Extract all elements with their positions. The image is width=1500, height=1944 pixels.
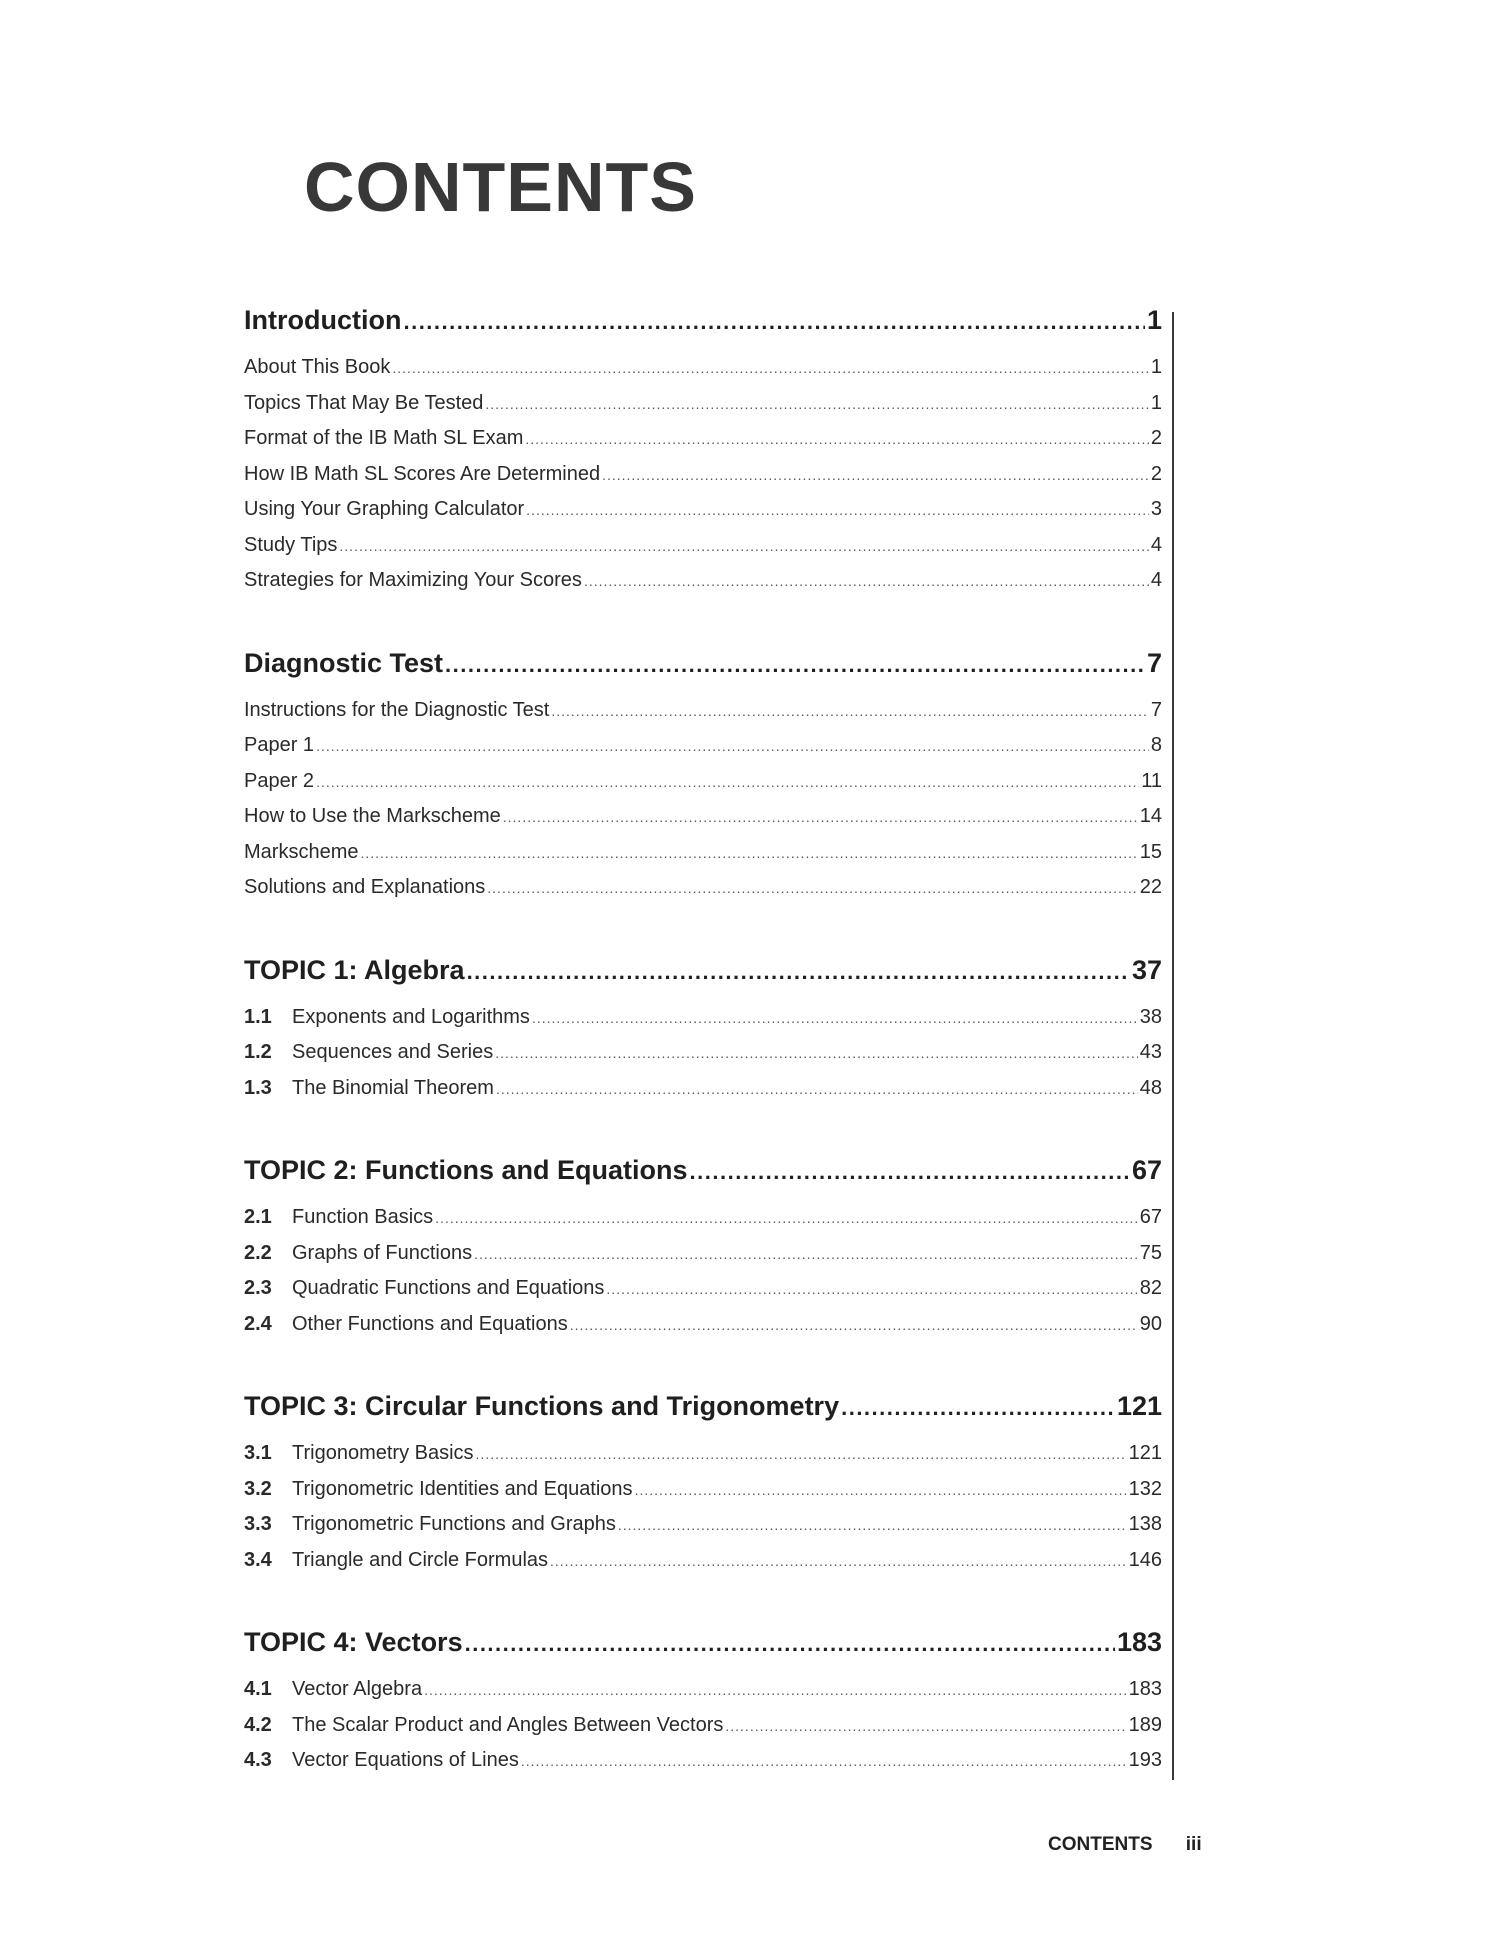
dot-leader (435, 1201, 1138, 1237)
entry-title: Function Basics (292, 1206, 434, 1228)
entry-page-number: 11 (1141, 769, 1162, 792)
entry-title: Graphs of Functions (292, 1241, 473, 1264)
entry-title: Quadratic Functions and Equations (292, 1277, 605, 1299)
dot-leader (360, 836, 1137, 872)
toc-entry[interactable] (244, 1071, 1162, 1107)
entry-title: Strategies for Maximizing Your Scores (244, 569, 582, 591)
toc-entry[interactable] (244, 1672, 1162, 1708)
dot-leader (526, 493, 1149, 529)
section-title: TOPIC 1: Algebra (244, 954, 465, 985)
section-heading[interactable] (244, 296, 1162, 344)
dot-leader (339, 529, 1148, 565)
dot-leader (316, 765, 1139, 801)
entry-number: 2.2 (244, 1241, 272, 1264)
entry-page-number: 2 (1150, 427, 1162, 449)
entry-number: 3.2 (244, 1477, 272, 1500)
dot-leader (550, 1544, 1127, 1580)
toc-entry[interactable] (244, 457, 1162, 493)
entry-page-number: 14 (1139, 805, 1162, 827)
table-of-contents (244, 296, 1162, 1819)
entry-number: 4.3 (244, 1749, 272, 1771)
entry-number: 4.2 (244, 1713, 272, 1736)
toc-entry[interactable] (244, 386, 1162, 422)
entry-number: 3.3 (244, 1513, 272, 1535)
entry-page-number: 1 (1150, 356, 1162, 378)
section-page-number: 67 (1131, 1155, 1162, 1185)
section-title: Diagnostic Test (244, 647, 444, 678)
toc-entry[interactable] (244, 693, 1162, 729)
entry-number: 3.4 (244, 1548, 272, 1571)
entry-title: Triangle and Circle Formulas (292, 1548, 549, 1571)
footer-page-number: iii (1185, 1834, 1202, 1855)
dot-leader (606, 1272, 1137, 1308)
toc-entry[interactable] (244, 350, 1162, 386)
toc-entry[interactable] (244, 799, 1162, 835)
entry-page-number: 4 (1150, 533, 1162, 556)
entry-number: 1.1 (244, 1005, 272, 1028)
entry-page-number: 67 (1139, 1206, 1162, 1228)
entry-title: Format of the IB Math SL Exam (244, 427, 524, 449)
dot-leader (841, 1384, 1115, 1432)
toc-entry[interactable] (244, 421, 1162, 457)
dot-leader (602, 458, 1149, 494)
section-page-number: 7 (1146, 647, 1162, 678)
dot-leader (551, 694, 1149, 730)
dot-leader (465, 1620, 1115, 1668)
entry-title: The Binomial Theorem (292, 1076, 494, 1099)
entry-title: Markscheme (244, 840, 359, 863)
dot-leader (392, 351, 1148, 387)
margin-rule (1172, 312, 1174, 1780)
entry-title: How to Use the Markscheme (244, 805, 501, 827)
section-heading[interactable] (244, 1382, 1162, 1430)
toc-entry[interactable] (244, 870, 1162, 906)
toc-entry[interactable] (244, 1236, 1162, 1272)
section-title: TOPIC 3: Circular Functions and Trigonometry (244, 1391, 840, 1421)
toc-section (244, 639, 1162, 906)
section-page-number: 37 (1131, 954, 1162, 985)
dot-leader (487, 871, 1137, 907)
toc-entry[interactable] (244, 1000, 1162, 1036)
entry-page-number: 90 (1139, 1312, 1162, 1335)
dot-leader (525, 422, 1149, 458)
toc-section (244, 946, 1162, 1107)
dot-leader (476, 1437, 1127, 1473)
entry-title: Sequences and Series (292, 1041, 494, 1063)
section-heading[interactable] (244, 946, 1162, 994)
entry-number: 3.1 (244, 1442, 272, 1464)
dot-leader (403, 298, 1145, 346)
entry-page-number: 7 (1150, 698, 1162, 721)
section-heading[interactable] (244, 1618, 1162, 1666)
dot-leader (467, 948, 1130, 996)
toc-entry[interactable] (244, 1507, 1162, 1543)
entry-page-number: 2 (1150, 462, 1162, 485)
toc-section (244, 1146, 1162, 1342)
entry-page-number: 15 (1139, 840, 1162, 863)
entry-number: 2.3 (244, 1277, 272, 1299)
entry-title: Other Functions and Equations (292, 1312, 568, 1335)
section-page-number: 1 (1146, 305, 1162, 335)
toc-entry[interactable] (244, 1271, 1162, 1307)
entry-title: Trigonometric Identities and Equations (292, 1477, 633, 1500)
dot-leader (503, 800, 1138, 836)
toc-entry[interactable] (244, 1708, 1162, 1744)
dot-leader (521, 1744, 1127, 1780)
dot-leader (584, 564, 1149, 600)
toc-entry[interactable] (244, 1472, 1162, 1508)
entry-title: Topics That May Be Tested (244, 391, 484, 414)
entry-page-number: 193 (1128, 1749, 1162, 1771)
toc-entry[interactable] (244, 1743, 1162, 1779)
toc-entry[interactable] (244, 528, 1162, 564)
entry-number: 1.3 (244, 1076, 272, 1099)
entry-number: 2.4 (244, 1312, 272, 1335)
section-heading[interactable] (244, 639, 1162, 687)
entry-title: The Scalar Product and Angles Between Vectors (292, 1713, 724, 1736)
page-footer (1048, 1834, 1202, 1856)
toc-entry[interactable] (244, 1543, 1162, 1579)
entry-title: Study Tips (244, 533, 338, 556)
entry-page-number: 3 (1150, 498, 1162, 520)
section-page-number: 121 (1116, 1391, 1162, 1421)
dot-leader (445, 641, 1145, 689)
toc-entry[interactable] (244, 1436, 1162, 1472)
section-heading[interactable] (244, 1146, 1162, 1194)
dot-leader (618, 1508, 1127, 1544)
entry-page-number: 22 (1139, 876, 1162, 898)
entry-title: Trigonometric Functions and Graphs (292, 1513, 616, 1535)
section-title: TOPIC 4: Vectors (244, 1627, 463, 1657)
toc-entry[interactable] (244, 764, 1162, 800)
toc-entry[interactable] (244, 1200, 1162, 1236)
toc-entry[interactable] (244, 835, 1162, 871)
entry-title: How IB Math SL Scores Are Determined (244, 462, 601, 485)
entry-page-number: 132 (1128, 1477, 1162, 1500)
dot-leader (532, 1001, 1138, 1037)
entry-page-number: 121 (1128, 1442, 1162, 1464)
toc-section (244, 296, 1162, 599)
footer-running-head: CONTENTS (1048, 1834, 1153, 1855)
entry-title: Using Your Graphing Calculator (244, 498, 525, 520)
entry-page-number: 183 (1128, 1678, 1162, 1700)
dot-leader (424, 1673, 1127, 1709)
entry-title: Vector Algebra (292, 1678, 423, 1700)
entry-page-number: 8 (1150, 734, 1162, 756)
dot-leader (495, 1036, 1138, 1072)
dot-leader (635, 1473, 1127, 1509)
section-page-number: 183 (1116, 1627, 1162, 1657)
dot-leader (725, 1709, 1126, 1745)
entry-number: 4.1 (244, 1678, 272, 1700)
entry-page-number: 82 (1139, 1277, 1162, 1299)
page-title: CONTENTS (304, 148, 697, 226)
dot-leader (474, 1237, 1138, 1273)
section-title: TOPIC 2: Functions and Equations (244, 1155, 688, 1185)
toc-entry[interactable] (244, 1307, 1162, 1343)
entry-page-number: 146 (1128, 1548, 1162, 1571)
entry-page-number: 38 (1139, 1005, 1162, 1028)
entry-title: Exponents and Logarithms (292, 1005, 530, 1028)
dot-leader (570, 1308, 1138, 1344)
entry-title: Solutions and Explanations (244, 876, 486, 898)
entry-title: Vector Equations of Lines (292, 1749, 519, 1771)
entry-title: Paper 1 (244, 734, 315, 756)
toc-entry[interactable] (244, 563, 1162, 599)
entry-page-number: 75 (1139, 1241, 1162, 1264)
dot-leader (485, 387, 1148, 423)
toc-section (244, 1382, 1162, 1578)
entry-number: 1.2 (244, 1041, 272, 1063)
dot-leader (690, 1148, 1130, 1196)
entry-page-number: 43 (1139, 1041, 1162, 1063)
dot-leader (316, 729, 1149, 765)
toc-entry[interactable] (244, 1035, 1162, 1071)
entry-number: 2.1 (244, 1206, 272, 1228)
entry-title: About This Book (244, 356, 391, 378)
dot-leader (496, 1072, 1138, 1108)
entry-title: Trigonometry Basics (292, 1442, 474, 1464)
entry-title: Instructions for the Diagnostic Test (244, 698, 550, 721)
entry-page-number: 4 (1150, 569, 1162, 591)
entry-page-number: 48 (1139, 1076, 1162, 1099)
toc-section (244, 1618, 1162, 1779)
section-title: Introduction (244, 305, 402, 335)
toc-entry[interactable] (244, 492, 1162, 528)
entry-page-number: 138 (1128, 1513, 1162, 1535)
toc-entry[interactable] (244, 728, 1162, 764)
entry-title: Paper 2 (244, 769, 315, 792)
entry-page-number: 189 (1128, 1713, 1162, 1736)
entry-page-number: 1 (1150, 391, 1162, 414)
